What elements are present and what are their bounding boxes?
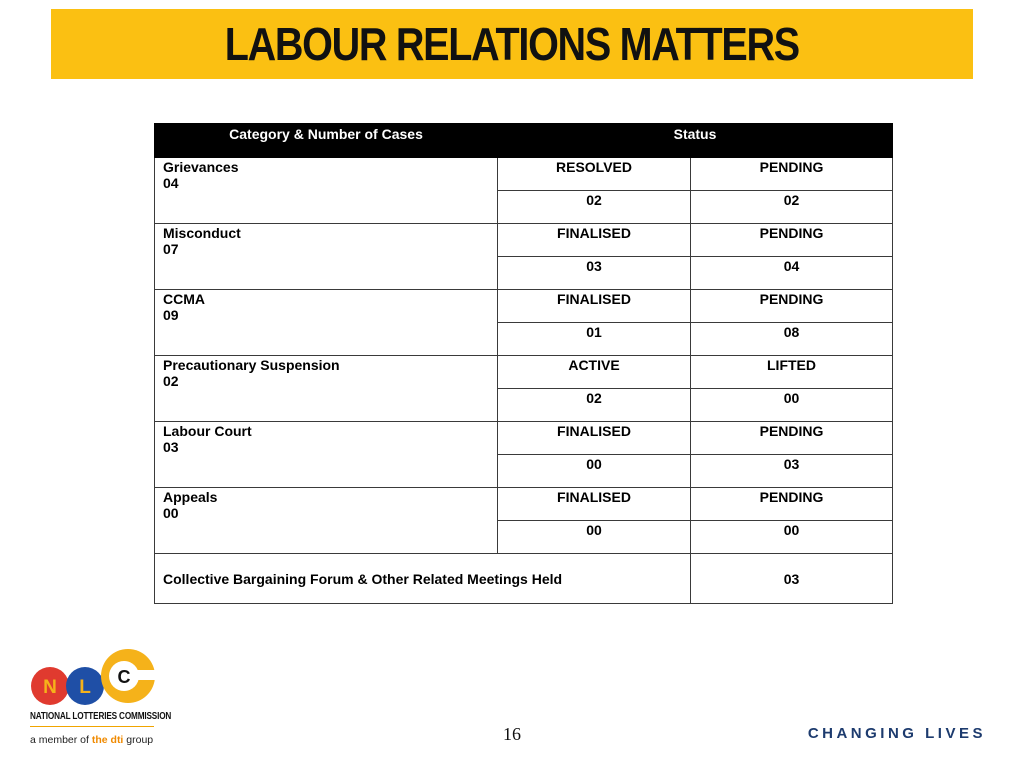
status-value-cell: 02 <box>691 191 893 224</box>
case-category-cell <box>155 488 498 554</box>
slide-title: LABOUR RELATIONS MATTERS <box>224 18 800 70</box>
status-value-cell: 02 <box>498 389 691 422</box>
case-category-name: CCMA <box>163 291 205 307</box>
case-category-cell <box>155 224 498 290</box>
case-category-count: 00 <box>163 505 179 521</box>
case-category-cell <box>155 422 498 488</box>
labour-cases-table <box>154 123 893 604</box>
page-number: 16 <box>503 724 521 744</box>
logo-letter-l: L <box>79 677 91 698</box>
case-row-status <box>155 290 893 323</box>
status-value-cell: 00 <box>498 521 691 554</box>
case-category-name: Labour Court <box>163 423 252 439</box>
table-header-row <box>155 124 893 158</box>
case-category-count: 07 <box>163 241 179 257</box>
case-category-name: Grievances <box>163 159 239 175</box>
status-value-cell: 00 <box>691 389 893 422</box>
status-label-cell: LIFTED <box>691 356 893 389</box>
case-category-count: 04 <box>163 175 179 191</box>
status-label-cell: PENDING <box>691 488 893 521</box>
case-category-cell <box>155 158 498 224</box>
status-label-cell: ACTIVE <box>498 356 691 389</box>
status-label-cell: FINALISED <box>498 290 691 323</box>
status-label-cell: PENDING <box>691 224 893 257</box>
status-value-cell: 02 <box>498 191 691 224</box>
title-banner <box>51 9 973 79</box>
status-value-cell: 08 <box>691 323 893 356</box>
status-value-cell: 00 <box>691 521 893 554</box>
case-category-name: Appeals <box>163 489 218 505</box>
status-value-cell: 04 <box>691 257 893 290</box>
case-row-status <box>155 158 893 191</box>
status-label-cell: FINALISED <box>498 488 691 521</box>
case-row-status <box>155 356 893 389</box>
logo-letter-c: C <box>117 667 131 687</box>
logo-letter-n: N <box>43 677 57 698</box>
case-row-status <box>155 488 893 521</box>
case-category-count: 03 <box>163 439 179 455</box>
logo-member-prefix: a member of <box>30 734 92 746</box>
status-label-cell: FINALISED <box>498 224 691 257</box>
case-category-cell <box>155 356 498 422</box>
tagline: CHANGING LIVES <box>807 725 986 742</box>
case-category-count: 09 <box>163 307 179 323</box>
case-category-name: Misconduct <box>163 225 241 241</box>
header-status: Status <box>498 124 893 158</box>
status-label-cell: PENDING <box>691 158 893 191</box>
summary-value: 03 <box>691 554 893 604</box>
status-label-cell: FINALISED <box>498 422 691 455</box>
case-row-status <box>155 422 893 455</box>
logo-member-suffix: group <box>123 734 154 746</box>
logo-member-group: the dti <box>91 734 124 746</box>
status-value-cell: 03 <box>498 257 691 290</box>
logo-org-name: NATIONAL LOTTERIES COMMISSION <box>30 711 172 722</box>
case-row-status <box>155 224 893 257</box>
header-category: Category & Number of Cases <box>155 124 498 158</box>
status-label-cell: RESOLVED <box>498 158 691 191</box>
status-label-cell: PENDING <box>691 422 893 455</box>
status-value-cell: 01 <box>498 323 691 356</box>
status-label-cell: PENDING <box>691 290 893 323</box>
status-value-cell: 00 <box>498 455 691 488</box>
status-value-cell: 03 <box>691 455 893 488</box>
summary-label: Collective Bargaining Forum & Other Related Meetings Held <box>155 554 691 604</box>
case-category-count: 02 <box>163 373 179 389</box>
case-category-name: Precautionary Suspension <box>163 357 340 373</box>
case-category-cell <box>155 290 498 356</box>
summary-row <box>155 554 893 604</box>
